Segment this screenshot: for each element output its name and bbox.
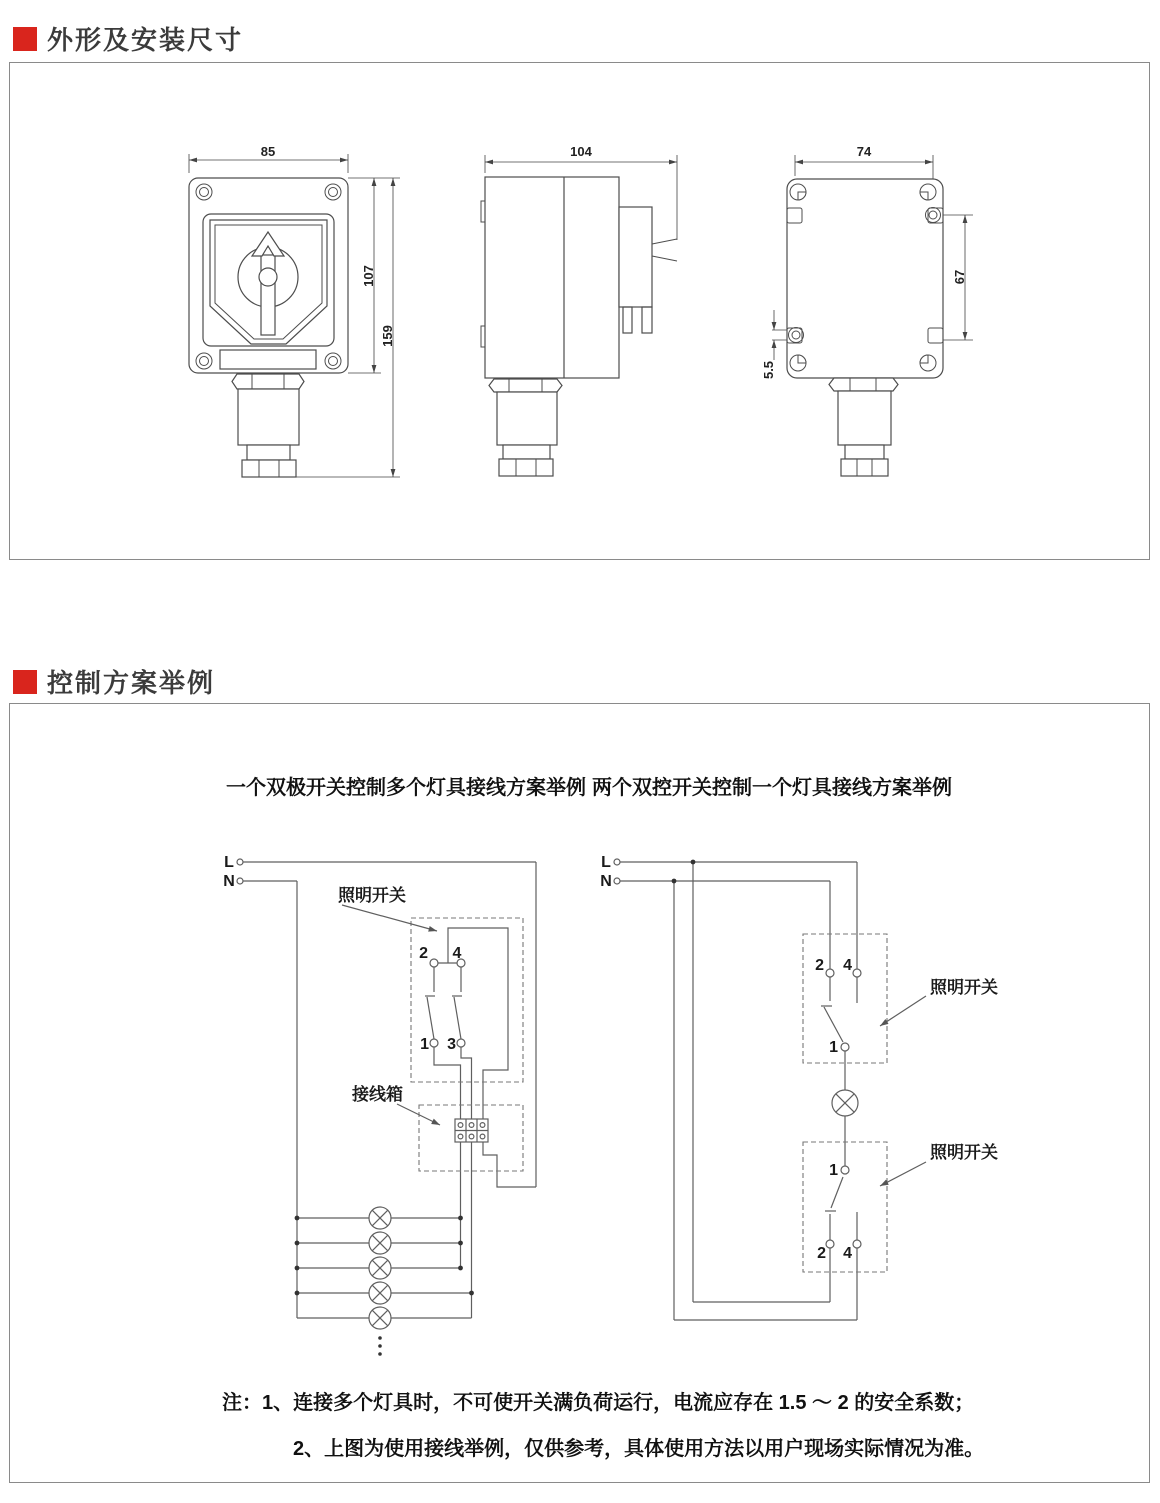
right-sw1-terminal-4-label: 4: [843, 957, 852, 974]
left-junction-label: 接线箱: [352, 1085, 403, 1104]
left-diagram-title: 一个双极开关控制多个灯具接线方案举例: [226, 777, 586, 799]
section2-title: 控制方案举例: [47, 668, 216, 698]
left-live-label: L: [224, 854, 234, 871]
note-line-2: 2、上图为使用接线举例，仅供参考，具体使用方法以用户现场实际情况为准。: [293, 1438, 985, 1460]
side-dim-depth-label: 104: [570, 144, 592, 159]
right-live-label: L: [601, 854, 611, 871]
left-neutral-label: N: [223, 873, 235, 890]
back-view-drawing: [760, 140, 1040, 500]
section1-header: [13, 20, 243, 57]
left-wiring-diagram: [200, 830, 580, 1370]
left-junction-terminal-block: [455, 1119, 488, 1142]
right-switch1-label: 照明开关: [930, 978, 998, 997]
right-sw2-terminal-4-label: 4: [843, 1245, 852, 1262]
right-wiring-diagram: [580, 830, 1040, 1370]
section1-title: 外形及安装尺寸: [47, 25, 244, 55]
right-sw1-terminal-1-label: 1: [829, 1039, 838, 1056]
left-switch-label: 照明开关: [338, 886, 406, 905]
left-terminal-1-label: 1: [420, 1036, 429, 1053]
right-diagram-title: 两个双控开关控制一个灯具接线方案举例: [592, 777, 952, 799]
front-view-drawing: [140, 140, 420, 500]
right-sw2-terminal-1-label: 1: [829, 1162, 838, 1179]
note-line-1: 注：1、连接多个灯具时，不可使开关满负荷运行，电流应存在 1.5 ～ 2 的安全系数；: [222, 1392, 975, 1414]
right-lamp: [832, 1090, 858, 1116]
front-dim-width-label: 85: [260, 144, 276, 159]
right-junction-dots: [672, 860, 696, 884]
side-cable-gland: [489, 379, 562, 476]
left-terminal-4-label: 4: [452, 945, 462, 962]
right-sw1-terminal-2-label: 2: [815, 957, 824, 974]
back-dim-width-label: 74: [856, 144, 872, 159]
left-lamps: [369, 1207, 391, 1329]
right-sw2-terminal-2-label: 2: [817, 1245, 826, 1262]
back-dim-hole-spacing-label: 67: [952, 269, 967, 285]
right-neutral-label: N: [600, 873, 612, 890]
side-view-drawing: [450, 140, 730, 500]
left-terminal-3-label: 3: [447, 1036, 456, 1053]
front-cable-gland: [232, 374, 304, 477]
left-terminal-2-label: 2: [419, 945, 428, 962]
back-body-outline: [787, 179, 943, 378]
right-switch2-label: 照明开关: [930, 1143, 998, 1162]
side-body-outline: [481, 177, 619, 378]
front-dim-body-height-label: 107: [361, 265, 376, 287]
section2-header: [13, 663, 215, 700]
side-handle-housing: [619, 207, 677, 333]
red-square-bullet-icon: [13, 670, 37, 694]
front-dim-total-height-label: 159: [380, 325, 395, 347]
red-square-bullet-icon: [13, 27, 37, 51]
back-cable-gland: [829, 378, 898, 476]
back-dim-slot-label: 5.5: [761, 360, 776, 380]
